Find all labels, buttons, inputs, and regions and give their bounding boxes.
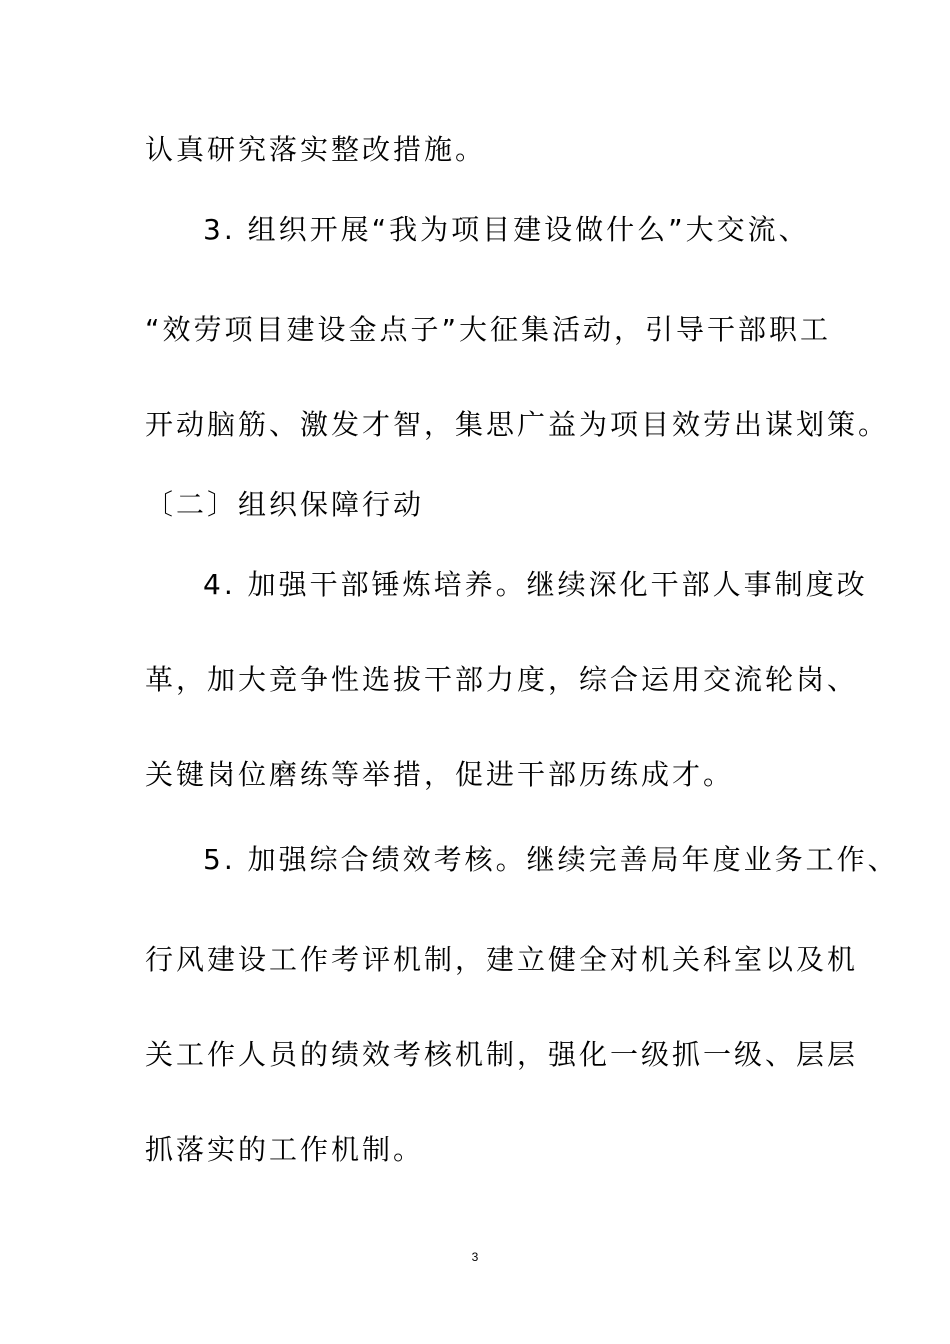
text-line-7: 革，加大竞争性选拔干部力度，综合运用交流轮岗、 bbox=[145, 663, 859, 696]
section-heading: 〔二〕组织保障行动 bbox=[145, 488, 425, 521]
text-line-11: 关工作人员的绩效考核机制，强化一级抓一级、层层 bbox=[145, 1038, 859, 1071]
text-line-1: 认真研究落实整改措施。 bbox=[145, 133, 487, 166]
text-line-3: “效劳项目建设金点子”大征集活动，引导干部职工 bbox=[145, 313, 832, 346]
text-line-8: 关键岗位磨练等举措，促进干部历练成才。 bbox=[145, 758, 735, 791]
text-line-6: 4. 加强干部锤炼培养。继续深化干部人事制度改 bbox=[203, 568, 868, 601]
text-line-9: 5. 加强综合绩效考核。继续完善局年度业务工作、 bbox=[203, 843, 899, 876]
text-line-12: 抓落实的工作机制。 bbox=[145, 1133, 425, 1166]
text-line-4: 开动脑筋、激发才智，集思广益为项目效劳出谋划策。 bbox=[145, 408, 890, 441]
text-line-2: 3. 组织开展“我为项目建设做什么”大交流、 bbox=[203, 213, 810, 246]
page-number: 3 bbox=[471, 1250, 479, 1264]
text-line-10: 行风建设工作考评机制，建立健全对机关科室以及机 bbox=[145, 943, 859, 976]
